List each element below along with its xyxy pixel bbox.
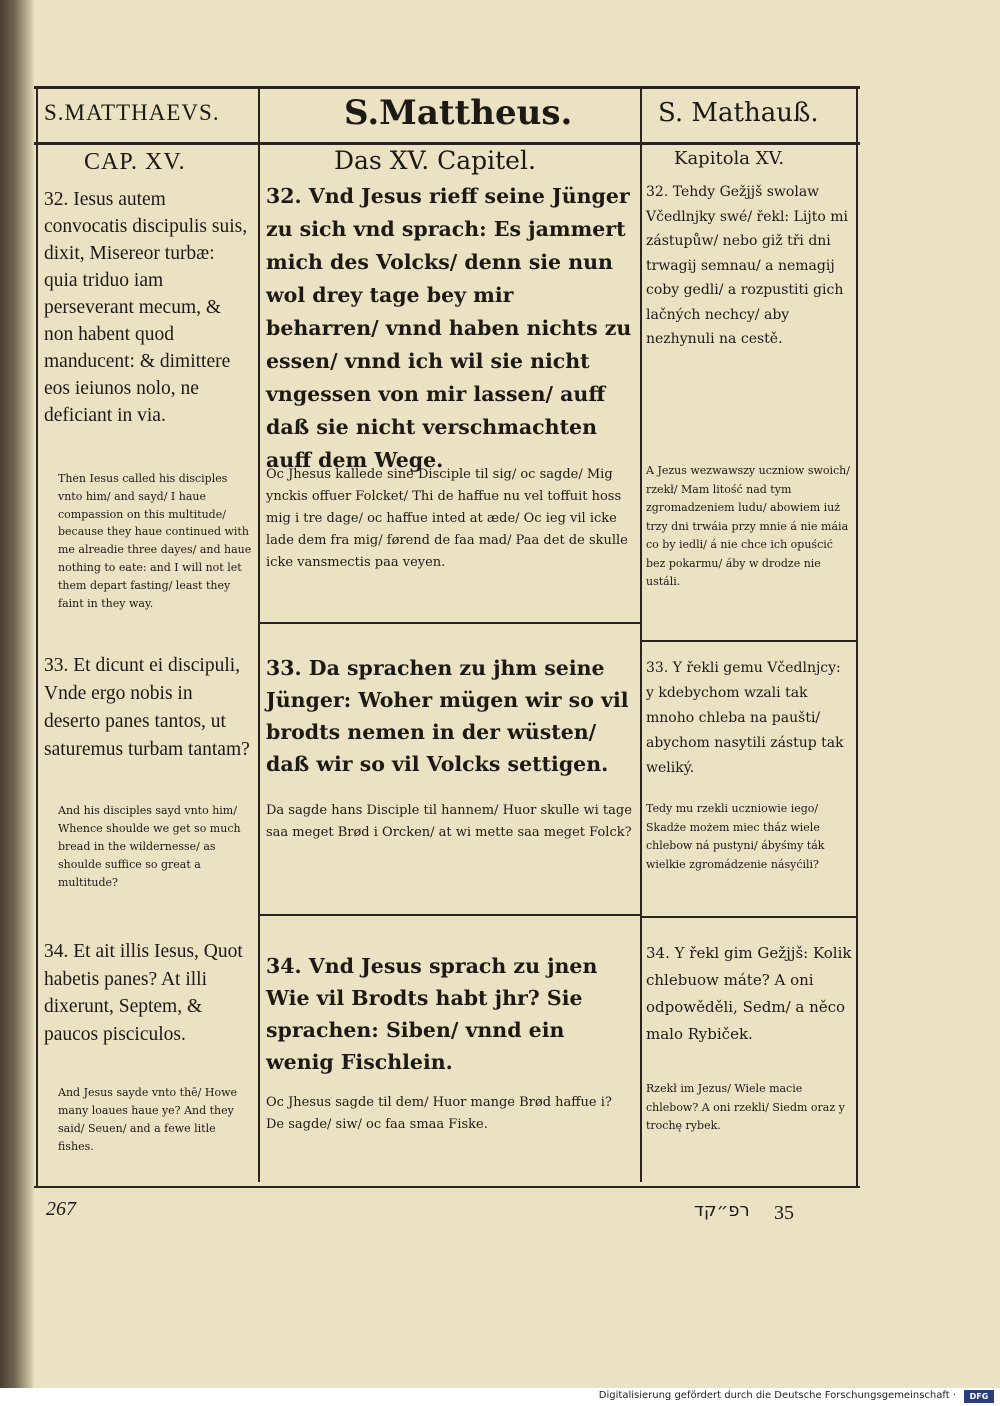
top-rule [34,86,860,89]
header-czech: S. Mathauß. [658,98,819,128]
danish-verse-33: Da sagde hans Disciple til hannem/ Huor skulle wi tage saa meget Brød i Orcken/ at wi mette saa meget Folck? [266,803,632,840]
polish-verse-33: Tedy mu rzekli uczniowie iego/ Skadże możem miec tház wiele chlebow ná pustyni/ ábyśmy ták wielkie zgromádzenie násyćili? [646,802,825,871]
chapter-german: Das XV. Capitel. [334,146,536,175]
english-verse-32: Then Iesus called his disciples vnto him/ and sayd/ I haue compassion on this multitude/ because they haue continued with me alreadie three dayes/ and haue nothing to eate: and I will not let them depart fasting/ least they faint in they way. [58,472,252,610]
header-german: S.Mattheus. [344,93,573,133]
book-page [34,0,1000,1388]
english-verse-33: And his disciples sayd vnto him/ Whence shoulde we get so much bread in the wildernesse/ as shoulde suffice so great a multitude? [58,804,241,889]
german-danish-rule-1 [258,622,640,624]
german-danish-rule-2 [258,914,640,916]
dfg-credit: Digitalisierung gefördert durch die Deutsche Forschungsgemeinschaft · [598,1390,956,1401]
german-verse-33: 33. Da sprachen zu jhm seine Jünger: Woher mügen wir so vil brodts nemen in der wüsten/ daß wir so vil Volcks settigen. [266,656,629,776]
binding-edge [0,0,34,1388]
latin-verse-34: 34. Et ait illis Iesus, Quot habetis panes? At illi dixerunt, Septem, & paucos pisciculos. [44,941,243,1045]
german-verse-32: 32. Vnd Jesus rieff seine Jünger zu sich vnd sprach: Es jammert mich des Volcks/ denn sie nun wol drey tage bey mir beharren/ vnnd haben nichts zu essen/ vnnd ich wil sie nicht vngessen von mir lassen/ auff daß sie nicht verschmachten auff dem Wege. [266,184,632,472]
folio-hebrew: רפ״קד [694,1200,750,1221]
folio-left: 267 [46,1198,76,1220]
column-divider-2 [640,86,642,1182]
czech-rule-2 [640,916,858,918]
latin-verse-32: 32. Iesus autem convocatis discipulis suis, dixit, Misereor turbæ: quia triduo iam perseverant mecum, & non habent quod manducent: & dimittere eos ieiunos nolo, ne deficiant in via. [44,189,248,426]
czech-verse-34: 34. Y řekl gim Gežjjš: Kolik chlebuow máte? A oni odpowěděli, Sedm/ a něco malo Rybiček. [646,944,852,1043]
right-frame-rule [856,86,858,1186]
bottom-rule [34,1186,860,1188]
chapter-czech: Kapitola XV. [674,148,785,169]
header-latin: S.MATTHAEVS. [44,100,220,125]
czech-verse-32: 32. Tehdy Gežjjš swolaw Včedlnjky swé/ řekl: Lijto mi zástupůw/ nebo giž tři dni trwagij semnau/ a nemagij coby gedli/ a rozpustiti gich lačných nechcy/ aby nezhynuli na cestě. [646,184,848,347]
chapter-latin: CAP. XV. [84,149,186,175]
danish-verse-34: Oc Jhesus sagde til dem/ Huor mange Brød haffue i? De sagde/ siw/ oc faa smaa Fiske. [266,1095,612,1132]
czech-rule-1 [640,640,858,642]
column-divider-1 [258,86,260,1182]
left-frame-rule [36,86,38,1186]
polish-verse-34: Rzekł im Jezus/ Wiele macie chlebow? A oni rzekli/ Siedm oraz y trochę rybek. [646,1082,845,1132]
danish-verse-32: Oc Jhesus kallede sine Disciple til sig/ oc sagde/ Mig ynckis offuer Folcket/ Thi de haffue nu vel toffuit hoss mig i tre dage/ oc haffue inted at æde/ Oc ieg vil icke lade dem fra mig/ førend de faa mad/ Paa det de skulle icke vansmectis paa veyen. [266,467,628,570]
latin-verse-33: 33. Et dicunt ei discipuli, Vnde ergo nobis in deserto panes tantos, ut saturemus turbam tantam? [44,655,250,760]
polish-verse-32: A Jezus wezwawszy uczniow swoich/ rzekł/ Mam litość nad tym zgromadzeniem ludu/ abowiem iuż trzy dni trwáia przy mnie á nie máia co by iedli/ á nie chce ich opuścić bez pokarmu/ áby w drodze nie ustáli. [646,464,850,588]
dfg-logo: DFG [964,1390,994,1403]
czech-verse-33: 33. Y řekli gemu Včedlnjcy: y kdebychom wzali tak mnoho chleba na paušti/ abychom nasytili zástup tak weliký. [646,660,844,776]
folio-right: 35 [774,1202,794,1224]
german-verse-34: 34. Vnd Jesus sprach zu jnen Wie vil Brodts habt jhr? Sie sprachen: Siben/ vnnd ein wenig Fischlein. [266,954,598,1074]
header-underline [34,142,860,145]
english-verse-34: And Jesus sayde vnto thē/ Howe many loaues haue ye? And they said/ Seuen/ and a fewe litle fishes. [58,1086,238,1153]
